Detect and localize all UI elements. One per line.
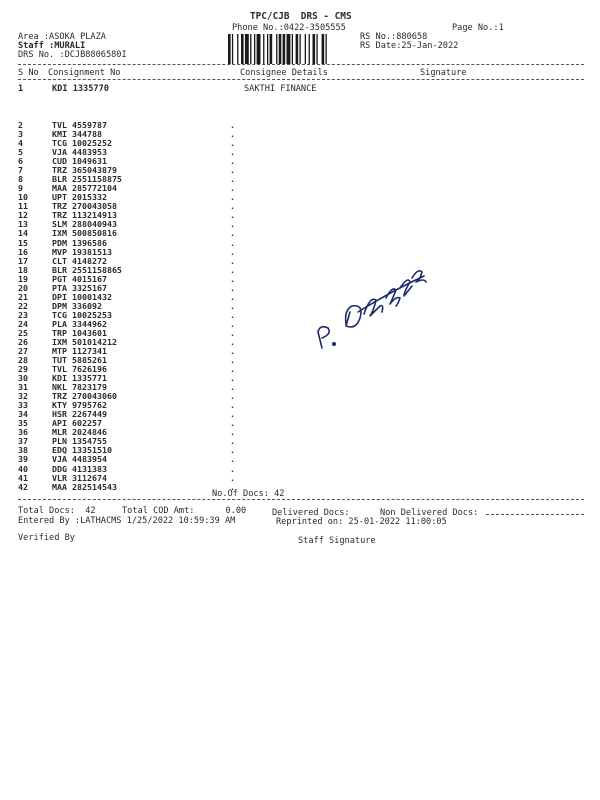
row-signature-dot: . [230, 364, 235, 375]
row-consignment-number: DPM 336092 [52, 300, 102, 311]
row-signature-dot: . [230, 246, 235, 257]
row-sno: 28 [18, 355, 28, 366]
no-of-docs: No.Of Docs: 42 [212, 489, 285, 499]
row-sno: 22 [18, 300, 28, 311]
row-sno: 33 [18, 400, 28, 411]
row-consignment-number: BLR 2551158875 [52, 174, 122, 185]
row-consignment-number: TCG 10025252 [52, 138, 112, 149]
row-sno: 2 [18, 120, 23, 130]
non-delivered-docs: Non Delivered Docs: [380, 508, 479, 518]
row-signature-dot: . [230, 255, 235, 266]
row-signature-dot: . [230, 355, 235, 366]
row-sno: 6 [18, 156, 23, 167]
row-signature-dot: . [230, 291, 235, 302]
row-consignment-number: TRP 1043601 [52, 327, 107, 338]
row-signature-dot: . [230, 237, 235, 248]
row-sno: 25 [18, 327, 28, 338]
row-sno: 18 [18, 264, 28, 275]
row-consignment-number: VJA 4483954 [52, 454, 107, 465]
col-header-consignment: Consignment No [48, 68, 121, 78]
row-consignment-number: UPT 2015332 [52, 192, 107, 203]
reprinted-on: Reprinted on: 25-01-2022 11:00:05 [276, 517, 447, 527]
row-consignment-number: TCG 10025253 [52, 309, 112, 320]
row-consignment-number: VJA 4483953 [52, 147, 107, 158]
row-signature-dot: . [230, 264, 235, 275]
row-sno: 19 [18, 273, 28, 284]
row-signature-dot: . [230, 445, 235, 456]
row-consignment-number: PDM 1396586 [52, 237, 107, 248]
row-signature-dot: . [230, 273, 235, 284]
row-signature-dot: . [230, 129, 235, 140]
row-sno: 24 [18, 318, 28, 329]
total-docs: Total Docs: 42 [18, 506, 96, 516]
row-consignment-number: KTY 9795762 [52, 400, 107, 411]
row-sno: 14 [18, 228, 28, 239]
row-signature-dot: . [230, 454, 235, 465]
phone-number: Phone No.:0422-3505555 [232, 23, 346, 33]
row-signature-dot: . [230, 400, 235, 411]
row-consignment-number: TRZ 365043879 [52, 165, 117, 176]
row-sno: 9 [18, 183, 23, 194]
row-consignment-number: DPI 10001432 [52, 291, 112, 302]
row-consignment-number: TVL 7626196 [52, 364, 107, 375]
row-consignment-number: KDI 1335771 [52, 373, 107, 384]
row-signature-dot: . [230, 300, 235, 311]
row-sno: 40 [18, 463, 28, 474]
row-sno: 39 [18, 454, 28, 465]
row-sno: 42 [18, 481, 28, 492]
document-title: TPC/CJB DRS - CMS [250, 11, 352, 22]
col-header-consignee: Consignee Details [240, 68, 328, 78]
row-sno: 34 [18, 409, 28, 420]
row-consignment-number: CUD 1049631 [52, 156, 107, 167]
row-signature-dot: . [230, 156, 235, 167]
row-signature-dot: . [230, 418, 235, 429]
row-sno: 37 [18, 436, 28, 447]
row-consignment-number: PTA 3325167 [52, 282, 107, 293]
row-consignment-number: MAA 282514543 [52, 481, 117, 492]
row-signature-dot: . [230, 472, 235, 483]
row-sno: 5 [18, 147, 23, 158]
row-consignment-number: IXM 501014212 [52, 336, 117, 347]
row-consignment-number: TVL 4559787 [52, 120, 107, 130]
staff-signature: Staff Signature [298, 536, 376, 546]
row-signature-dot: . [230, 427, 235, 438]
row-consignment-number: TUT 5885261 [52, 355, 107, 366]
row-signature-dot: . [230, 228, 235, 239]
col-header-sno: S No [18, 68, 39, 78]
row-signature-dot: . [230, 210, 235, 221]
row-sno: 31 [18, 382, 28, 393]
rs-date: RS Date:25-Jan-2022 [360, 41, 459, 51]
row-consignment-number: IXM 500850816 [52, 228, 117, 239]
row-consignment-number: KMI 344788 [52, 129, 102, 140]
row-consignment-number: NKL 7823179 [52, 382, 107, 393]
delivered-docs: Delivered Docs: [272, 508, 350, 518]
row-signature-dot: . [230, 147, 235, 158]
row-signature-dot: . [230, 201, 235, 212]
row-signature-dot: . [230, 318, 235, 329]
row-sno: 15 [18, 237, 28, 248]
rs-number: RS No.:880658 [360, 32, 428, 42]
row-sno: 12 [18, 210, 28, 221]
row-sno: 10 [18, 192, 28, 203]
summary-divider [18, 499, 584, 500]
area-label: Area :ASOKA PLAZA [18, 32, 106, 42]
row-signature-dot: . [230, 481, 235, 492]
row-signature-dot: . [230, 192, 235, 203]
row-consignment-number: MAA 285772104 [52, 183, 117, 194]
total-cod-amount: Total COD Amt: 0.00 [122, 506, 247, 516]
row-sno: 36 [18, 427, 28, 438]
row-signature-dot: . [230, 391, 235, 402]
row-consignment-number: SLM 288040943 [52, 219, 117, 230]
row-signature-dot: . [230, 346, 235, 356]
row-signature-dot: . [230, 165, 235, 176]
row-sno: 4 [18, 138, 23, 149]
row-consignment-number: BLR 2551158865 [52, 264, 122, 275]
row-consignment-number: VLR 3112674 [52, 472, 107, 483]
summary-bottom-divider [486, 514, 584, 515]
row-1-consignment: KDI 1335770 [52, 84, 109, 94]
row-signature-dot: . [230, 138, 235, 149]
row-consignment-number: PLN 1354755 [52, 436, 107, 447]
col-header-signature: Signature [420, 68, 467, 78]
row-sno: 32 [18, 391, 28, 402]
row-signature-dot: . [230, 382, 235, 393]
row-signature-dot: . [230, 174, 235, 185]
row-sno: 26 [18, 336, 28, 347]
row-consignment-number: API 602257 [52, 418, 102, 429]
row-1-consignee: SAKTHI FINANCE [244, 84, 317, 94]
row-consignment-number: DDG 4131383 [52, 463, 107, 474]
row-sno: 23 [18, 309, 28, 320]
row-sno: 41 [18, 472, 28, 483]
row-sno: 21 [18, 291, 28, 302]
row-signature-dot: . [230, 219, 235, 230]
row-signature-dot: . [230, 183, 235, 194]
row-consignment-number: PGT 4015167 [52, 273, 107, 284]
row-consignment-number: MLR 2024846 [52, 427, 107, 438]
row-signature-dot: . [230, 327, 235, 338]
row-consignment-number: TRZ 113214913 [52, 210, 117, 221]
row-sno: 30 [18, 373, 28, 384]
row-signature-dot: . [230, 436, 235, 447]
row-consignment-number: TRZ 270043058 [52, 201, 117, 212]
row-signature-dot: . [230, 373, 235, 384]
row-sno: 11 [18, 201, 28, 212]
handwritten-signature [300, 252, 440, 362]
row-1-sno: 1 [18, 84, 24, 94]
row-sno: 3 [18, 129, 23, 140]
verified-by: Verified By [18, 533, 75, 543]
row-sno: 13 [18, 219, 28, 230]
column-header-divider [18, 79, 584, 80]
row-consignment-number: PLA 3344962 [52, 318, 107, 329]
row-signature-dot: . [230, 120, 235, 130]
row-consignment-number: EDQ 13351510 [52, 445, 112, 456]
row-consignment-number: CLT 4148272 [52, 255, 107, 266]
drs-number: DRS No. :DCJB8806580I [18, 50, 127, 60]
row-consignment-number: MTP 1127341 [52, 346, 107, 356]
row-sno: 16 [18, 246, 28, 257]
row-consignment-number: TRZ 270043060 [52, 391, 117, 402]
row-sno: 17 [18, 255, 28, 266]
row-sno: 7 [18, 165, 23, 176]
row-consignment-number: HSR 2267449 [52, 409, 107, 420]
row-sno: 38 [18, 445, 28, 456]
row-sno: 8 [18, 174, 23, 185]
barcode-image [228, 34, 352, 64]
row-consignment-number: MVP 19381513 [52, 246, 112, 257]
row-sno: 29 [18, 364, 28, 375]
entered-by: Entered By :LATHACMS 1/25/2022 10:59:39 AM [18, 516, 236, 526]
row-signature-dot: . [230, 309, 235, 320]
row-signature-dot: . [230, 409, 235, 420]
row-signature-dot: . [230, 282, 235, 293]
row-sno: 27 [18, 346, 28, 356]
row-sno: 35 [18, 418, 28, 429]
header-divider [18, 64, 584, 65]
staff-label: Staff :MURALI [18, 41, 86, 51]
page-number: Page No.:1 [452, 23, 504, 33]
row-signature-dot: . [230, 463, 235, 474]
row-signature-dot: . [230, 336, 235, 347]
row-sno: 20 [18, 282, 28, 293]
